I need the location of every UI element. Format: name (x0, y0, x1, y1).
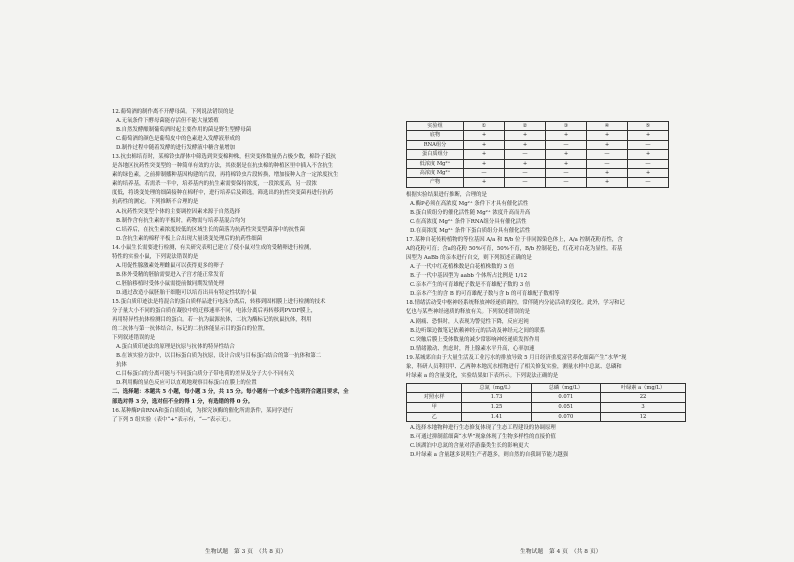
table-header-cell: ② (505, 122, 546, 131)
table-cell: 0.070 (531, 412, 600, 422)
table-cell: — (505, 169, 546, 178)
text-line: 下列叙述错误的是 (112, 335, 156, 342)
text-line: 的二抗体与第一抗体结合，标记的二抗体能显示目的蛋白的位置， (112, 326, 269, 333)
text-line: C.目标蛋白的分离可能与不同蛋白质分子带电荷的差异及分子大小不同有关 (116, 371, 295, 378)
text-line: A.用促性腺激素处理雌鼠可以获得更多的卵子 (116, 262, 225, 269)
table-row (407, 140, 669, 149)
text-line: 抗体 (116, 362, 127, 369)
text-line: A.无氧条件下酵母菌能存活但不能大量繁殖 (116, 118, 219, 125)
table-cell: + (505, 159, 546, 168)
table-cell: — (505, 150, 546, 159)
table-cell: + (546, 150, 587, 159)
text-line: D.利用酶的显色反应可以直观地观察目标蛋白在膜上的位置 (116, 380, 257, 387)
table-cell: + (587, 140, 628, 149)
text-line: 象，科研人员利用甲、乙两种本地沉水植物进行了相关修复实验，测量水样中总氮、总磷和 (406, 363, 622, 370)
text-line: 根据实验结果进行推断，合理的是 (406, 191, 487, 198)
text-line: C.培养后，在抗生素浓度较低的区域生长的菌落为抗药性突变型菌落中的抗性菌 (116, 226, 305, 233)
table-header-cell: ③ (546, 122, 587, 131)
table-cell: — (587, 159, 628, 168)
table-cell: — (628, 140, 669, 149)
table-row (407, 403, 686, 413)
text-line: 12.葡萄酒的制作离不开酵母菌。下列说法错误的是 (112, 109, 234, 115)
table-cell: 蛋白质组分 (407, 150, 464, 159)
table-header-cell: ④ (587, 122, 628, 131)
text-line: D.含抗生素的棉籽平板上合出现大量诱变处理后的抗药性细菌 (116, 235, 262, 242)
table-row (407, 178, 669, 187)
table-cell: — (464, 169, 505, 178)
table-cell: — (505, 178, 546, 187)
footer-page-3: 生物试题 第 3 页 （共 8 页） (205, 549, 287, 555)
table-cell: + (505, 131, 546, 140)
page-3-column (112, 108, 390, 425)
table-header-cell: 总氮（mg/L） (462, 383, 531, 393)
table-cell: 1.73 (462, 393, 531, 403)
table-cell: + (628, 169, 669, 178)
text-line: D.在高浓度 Mg²⁺ 条件下蛋白质组分具有催化活性 (410, 228, 531, 235)
text-line: 13.抗虫棉培育时，某棉铃虫群体中筛选到突变棉种株，但突变体数量仍占极少数，棉铃子抵抗 (112, 154, 337, 161)
table-cell: 12 (600, 412, 685, 422)
text-line: A.蛋白质印迹法的原理是抗原与抗体的特异性结合 (116, 344, 235, 351)
table-row (407, 131, 669, 140)
table-cell: + (464, 178, 505, 187)
table-cell: + (587, 178, 628, 187)
table-cell: + (628, 131, 669, 140)
text-line: 素的培养基，若需杀一半中，培养基内的抗生素需要保持浓度，一段浓度高，另一段浓 (112, 181, 317, 188)
text-line: C.胚胎移植时受体小鼠需提前做同期发情处理 (116, 280, 225, 287)
text-line: 18.情绪活动受中枢神经系统释放神经递质调控，常伴随内分泌活动的变化。此外，学习和记 (406, 300, 625, 307)
text-line: A.子一代中红花植株数是白花植株数的 3 倍 (410, 264, 515, 271)
table-cell: 0.071 (531, 393, 600, 403)
text-line: B.在该实验方法中，以目标蛋白质为抗原，设计合成与目标蛋白结合的第一抗体和第二 (116, 353, 322, 360)
table-cell: + (464, 150, 505, 159)
table-cell: + (628, 150, 669, 159)
table-cell: + (587, 169, 628, 178)
text-line: B.制作含有抗生素的平板时，药物需与培养基混合均匀 (116, 217, 246, 224)
table-header-cell: ⑤ (628, 122, 669, 131)
table-cell: 产物 (407, 178, 464, 187)
text-line: 再用特异性抗体检测目的蛋白。若一抗为鼠源抗体，二抗为酶标记的抗鼠抗体，利用 (112, 317, 312, 324)
text-line: 特性的实验小鼠，下列说法错误的是 (112, 253, 199, 260)
table-cell: 22 (600, 393, 685, 403)
text-line: 抗药性的测定。下列推断不合理的是 (112, 199, 199, 206)
table-cell: + (505, 140, 546, 149)
table-cell: + (464, 140, 505, 149)
text-line: C.葡萄酒的颜色是葡萄皮中的色素进入发酵液形成的 (116, 136, 241, 143)
table-header-cell: 叶绿素 a（mg/L） (600, 383, 685, 393)
table-cell: 高浓度 Mg²⁺ (407, 169, 464, 178)
text-line: D.情绪激动、焦虑时，肾上腺素水平升高，心率加速 (410, 345, 535, 352)
table-cell: 甲 (407, 403, 462, 413)
table-row (407, 412, 686, 422)
text-line: 16.某种酶P由RNA和蛋白质组成，为探究该酶的催化所需条件，某同学进行 (112, 407, 294, 414)
table-header-cell (407, 383, 462, 393)
table-cell: 1.25 (462, 403, 531, 413)
table-cell: 乙 (407, 412, 462, 422)
table-cell: + (587, 131, 628, 140)
table-row (407, 393, 686, 403)
text-line: B.体外受精的胚胎需要进入子宫才能正常发育 (116, 271, 225, 278)
text-line: C.突触后膜上受体数量的减少常影响神经递质发挥作用 (410, 336, 540, 343)
table-header-row (407, 383, 686, 393)
table-row (407, 150, 669, 159)
question-19-options (406, 424, 686, 460)
table-cell: + (546, 131, 587, 140)
table-cell: 底物 (407, 131, 464, 140)
table-cell: RNA组分 (407, 140, 464, 149)
table-header-cell: 总磷（mg/L） (531, 383, 600, 393)
text-line: C.亲本产生的可育雄配子数是不育雄配子数的 3 倍 (410, 282, 531, 289)
text-line: 叶绿素 a 的含量变化，实验结果如下表所示。下列说法正确的是 (406, 372, 559, 379)
table-cell: — (546, 178, 587, 187)
table-cell: 低浓度 Mg²⁺ (407, 159, 464, 168)
table-cell: 3 (600, 403, 685, 413)
table-cell: 1.41 (462, 412, 531, 422)
text-line: A.剧痛、恐惧时，人表现为警觉性下降，反应迟钝 (410, 318, 529, 325)
table-cell: + (464, 131, 505, 140)
text-line: B.边听课边做笔记依赖神经元的活动及神经元之间的联系 (410, 327, 546, 334)
table-cell: + (464, 159, 505, 168)
table-header-row (407, 122, 669, 131)
table-cell: — (628, 178, 669, 187)
text-line: 分子量大小不同的蛋白质在凝胶中的迁移速率不同，电泳分离后再转移到PVDF膜上， (112, 308, 317, 315)
text-line: 部选对得 3 分，选对但不全的得 1 分，有选错的得 0 分。 (112, 398, 254, 405)
table-row (407, 169, 669, 178)
experiment-table (406, 121, 669, 188)
text-line: 度低，将诱变处理的细菌接种在棉籽中，进行培养后及筛选，筛选出的抗性突变菌再进行抗药 (112, 190, 334, 197)
text-line: B.自然发酵酿制葡萄酒时起主要作用的菌是野生型酵母菌 (116, 127, 252, 134)
table-header-cell: ① (464, 122, 505, 131)
text-line: C.在高浓度 Mg²⁺ 条件下RNA组分具有催化活性 (410, 218, 527, 225)
table-cell: 0.051 (531, 403, 600, 413)
table-cell: — (546, 140, 587, 149)
text-line: A.抗药性突变型个体的主要调控因素来源于自然选择 (116, 208, 241, 215)
text-line: 是各地区抗药性突变型的一种简单有效的方法，其依据是在抗虫棉的种植区里中插入不含抗生 (112, 163, 334, 170)
text-line: 17.某种自花传粉植物的等位基因 A/a 和 B/b 位于非同源染色体上，A/a 控制花粉育性，含 (406, 237, 623, 244)
text-line: 忆也与某些神经递质的释放有关。下列叙述错误的是 (406, 309, 530, 316)
text-line: C.该湖泊中总氮的含量对浮游藻类生长的影响更大 (410, 443, 529, 450)
text-line: 14.小鼠生长需要进行检测，有关研究表明已建立了使小鼠对生成的受精卵进行检测， (112, 244, 315, 251)
text-line: B.可通过抑制蓝细菌“水华”现象体现了生物多样性的直接价值 (410, 434, 556, 441)
text-line: D.亲本产生的含 B 的可育雄配子数与含 b 的可育雄配子数相等 (410, 291, 560, 298)
page-4-column (406, 121, 686, 460)
text-line: A的花粉可育；含a的花粉 50%可育，50%不育，B/b 控制花色，红花对白花为显性。若基 (406, 246, 623, 253)
table-cell: — (628, 159, 669, 168)
text-line: D.通过改造小鼠胚胎干细胞可以培育出具有特定性状的小鼠 (116, 289, 257, 296)
text-line: B.子一代中基因型为 aabb 个体所占比例是 1/12 (410, 273, 528, 280)
text-line: 因型为 AaBb 的亲本进行自交，则下列叙述正确的是 (406, 255, 532, 262)
water-quality-table (406, 383, 686, 422)
table-cell: — (587, 150, 628, 159)
table-row (407, 159, 669, 168)
table-cell: 对照水样 (407, 393, 462, 403)
text-line: B.蛋白质组分的催化活性随 Mg²⁺ 浓度升高而升高 (410, 209, 531, 216)
footer-page-4: 生物试题 第 4 页 （共 8 页） (520, 549, 602, 555)
text-line: 15.蛋白质印迹法是将混合的蛋白质样品进行电泳分离后，转移到固相膜上进行检测的技术 (112, 298, 326, 305)
text-line: A.选择本地物种进行生态修复体现了生态工程建设的协调原理 (410, 425, 556, 432)
table-cell: + (546, 159, 587, 168)
table-cell: — (546, 169, 587, 178)
text-line: A.酶P必须在高浓度 Mg²⁺ 条件下才具有催化活性 (410, 200, 529, 207)
table-header-cell: 实验组 (407, 122, 464, 131)
text-line: 19.某城郊自由于大量生活及工业污水的排放导致 5 月日经济重度富营养化细菌产生“水华”现 (406, 354, 627, 361)
text-line: D.叶绿素 a 含量越多说明生产者越多，则自然的自我调节能力越强 (410, 452, 569, 459)
text-line: 二、选择题：本题共 5 小题，每小题 3 分，共 15 分。每小题有一个或多个选项符合题目要求，全 (112, 389, 349, 396)
question-16-19-text (406, 191, 686, 381)
text-line: 素的绿色素，之前抑制播种基因构建的片段，再将棉铃虫片段转换，增加接种入含一定浓度抗生 (112, 172, 339, 179)
text-line: 了下列 5 组实验（表中“+”表示有，“—”表示无）。 (112, 416, 235, 423)
text-line: D.制作过程中随着发酵的进行发酵液中糖含量增加 (116, 145, 236, 152)
